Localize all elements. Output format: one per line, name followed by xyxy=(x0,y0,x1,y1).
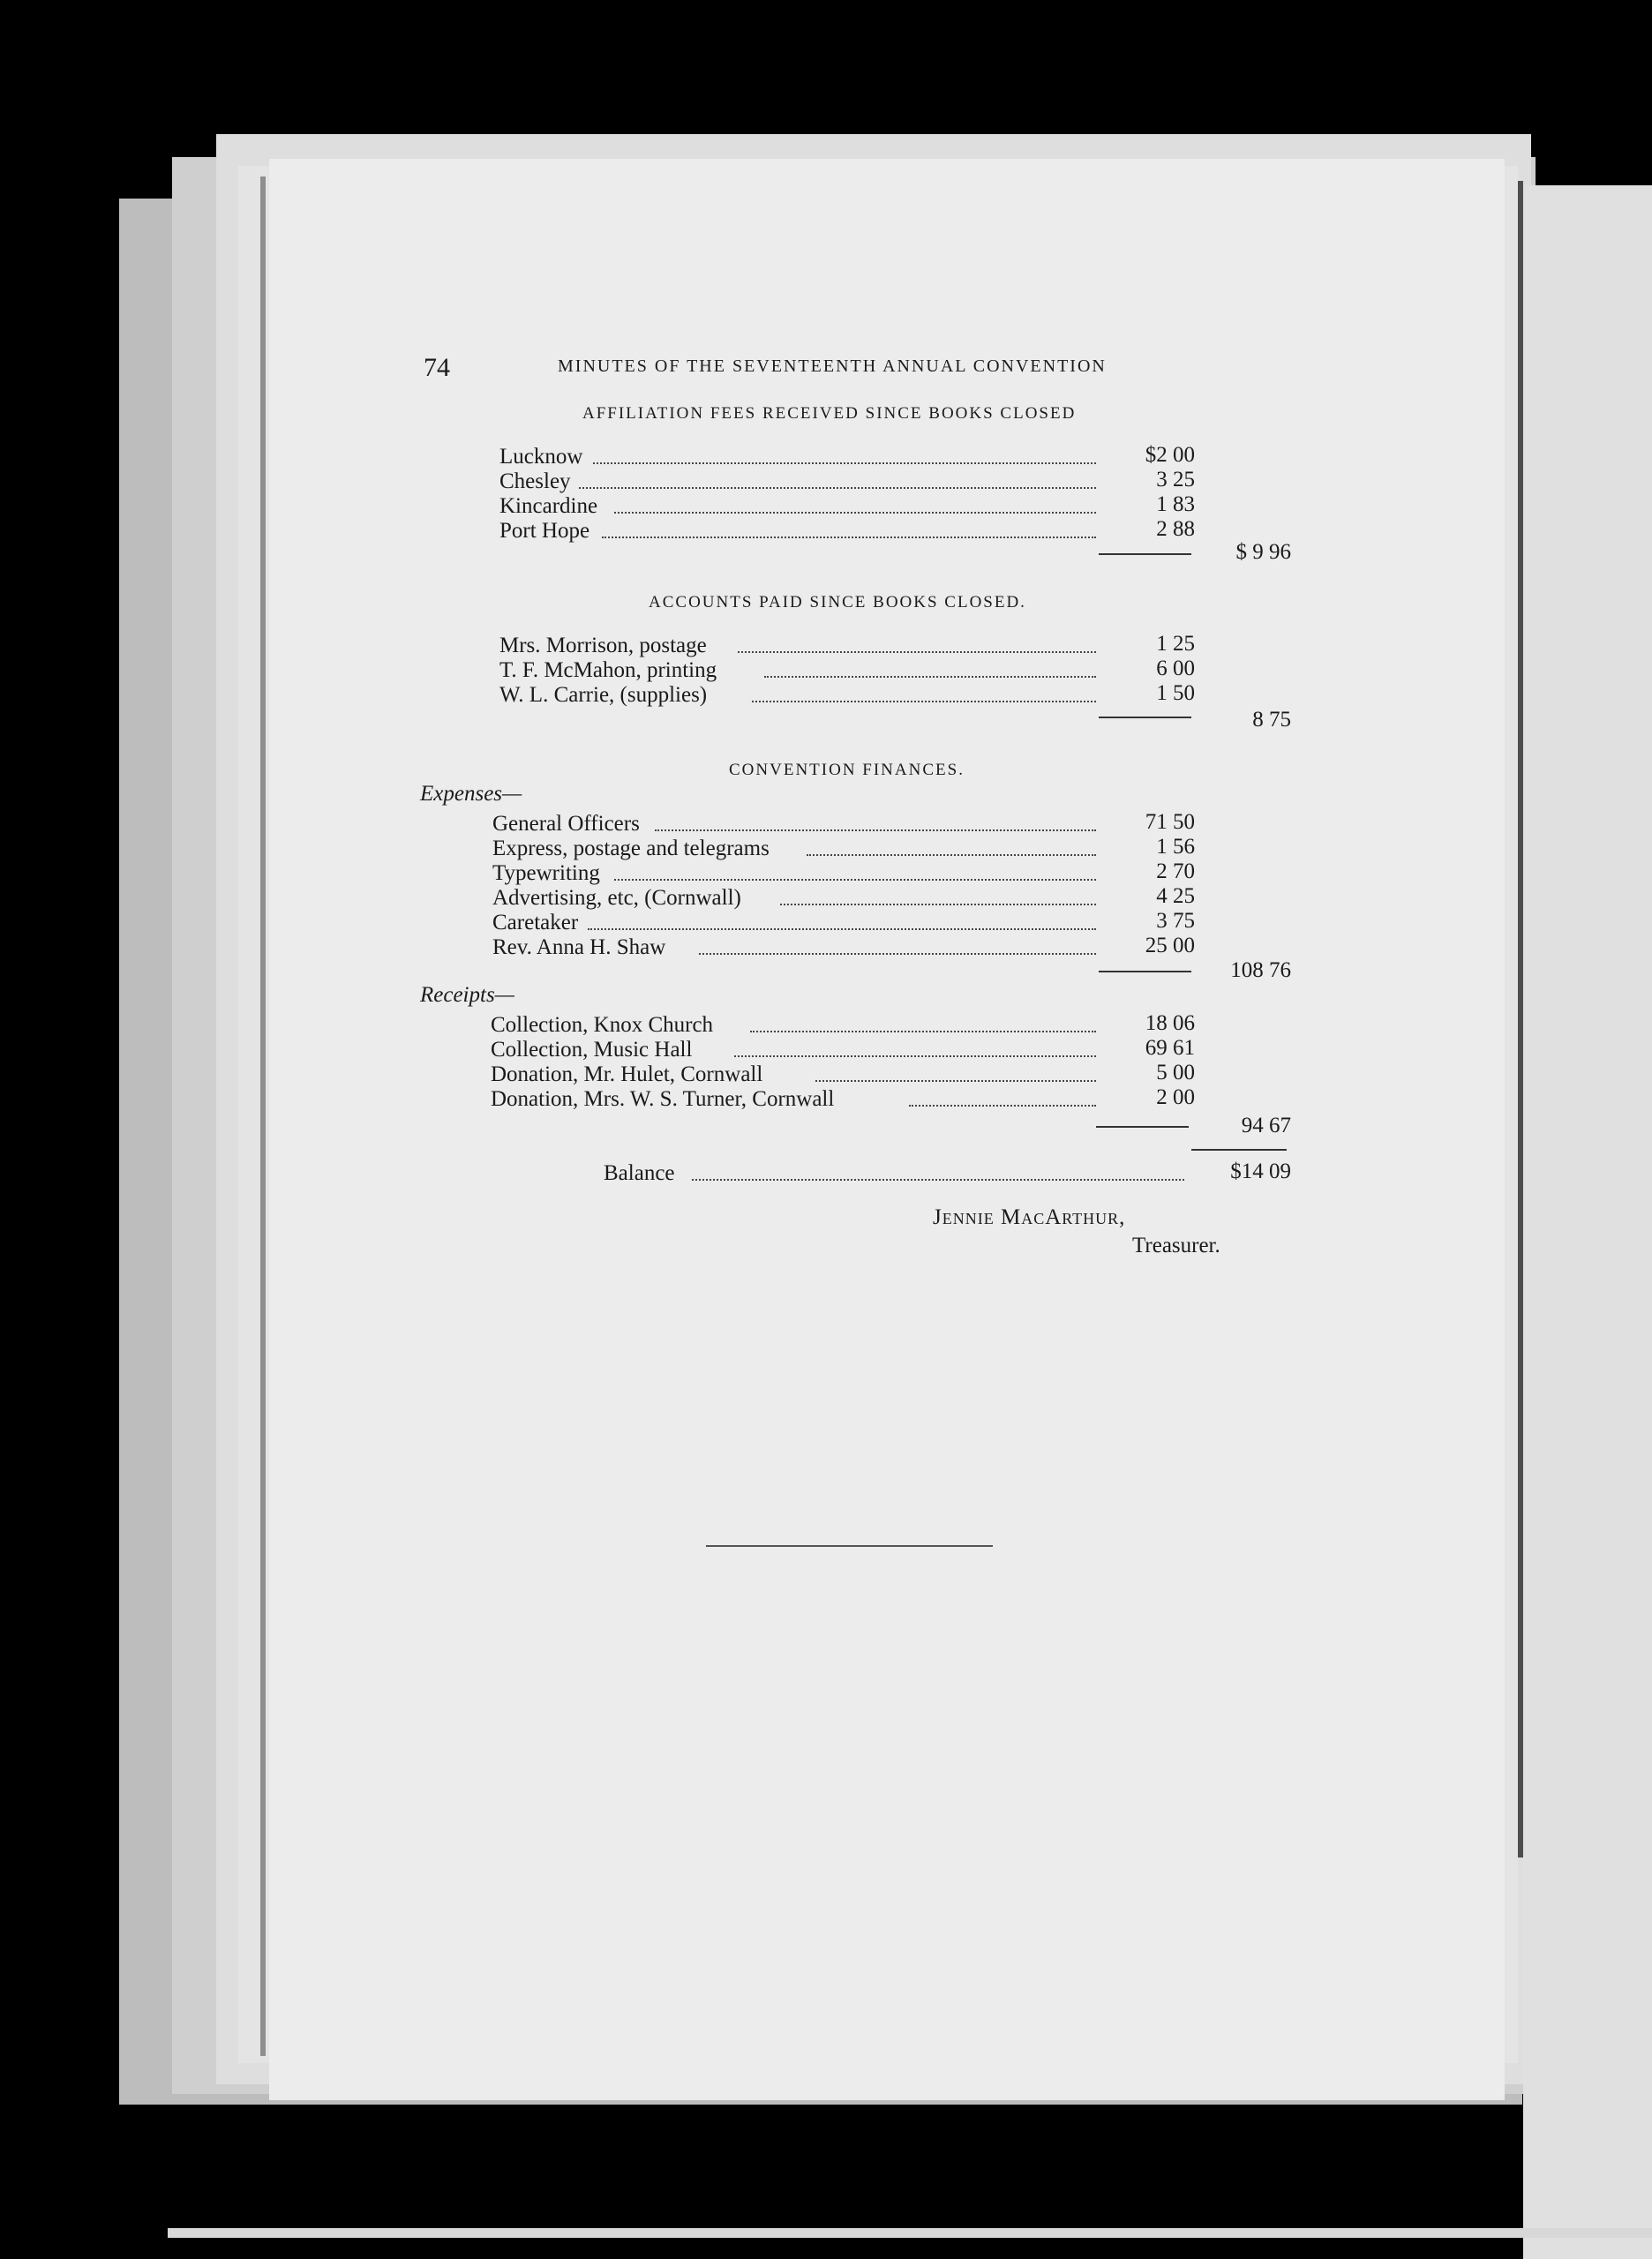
bottom-page-strip xyxy=(168,2228,1652,2238)
facing-page-edge xyxy=(1523,185,1652,2259)
list-item-amount: 1 56 xyxy=(1156,835,1195,859)
leader-dots xyxy=(614,879,1096,881)
subtotal-rule xyxy=(1099,717,1191,718)
list-item-label: Advertising, etc, (Cornwall) xyxy=(492,886,741,910)
affiliation-heading: AFFILIATION FEES RECEIVED SINCE BOOKS CLOSED xyxy=(582,404,1077,423)
list-item-amount: 5 00 xyxy=(1156,1061,1195,1084)
list-item-label: Typewriting xyxy=(492,861,600,885)
leader-dots xyxy=(655,829,1096,831)
list-item-label: Caretaker xyxy=(492,911,579,934)
treasurer-title: Treasurer. xyxy=(1132,1234,1220,1257)
leader-dots xyxy=(699,953,1096,955)
expenses-label: Expenses— xyxy=(420,782,522,806)
receipts-total: 94 67 xyxy=(1241,1114,1291,1137)
list-item-label: Mrs. Morrison, postage xyxy=(499,634,707,657)
list-item-amount: 2 00 xyxy=(1156,1085,1195,1109)
list-item-amount: 2 88 xyxy=(1156,517,1195,541)
leader-dots xyxy=(752,701,1096,702)
list-item-label: Collection, Knox Church xyxy=(491,1013,714,1037)
subtotal-rule xyxy=(1096,1126,1189,1128)
page-number: 74 xyxy=(424,353,450,382)
list-item-amount: 71 50 xyxy=(1145,810,1195,834)
list-item-label: General Officers xyxy=(492,812,640,836)
balance-amount: $14 09 xyxy=(1230,1160,1291,1183)
list-item-label: W. L. Carrie, (supplies) xyxy=(499,683,708,707)
list-item-amount: 1 25 xyxy=(1156,632,1195,656)
list-item-amount: 1 50 xyxy=(1156,681,1195,705)
leader-dots xyxy=(588,928,1096,930)
affiliation-total: $ 9 96 xyxy=(1235,540,1291,564)
list-item-label: Collection, Music Hall xyxy=(491,1038,693,1062)
leader-dots xyxy=(579,487,1096,489)
list-item-amount: 69 61 xyxy=(1145,1036,1195,1060)
leader-dots xyxy=(780,904,1096,905)
list-item-amount: 1 83 xyxy=(1156,492,1195,516)
leader-dots xyxy=(593,462,1096,464)
list-item-label: Donation, Mr. Hulet, Cornwall xyxy=(491,1062,763,1086)
leader-dots xyxy=(750,1031,1096,1032)
list-item-amount: 25 00 xyxy=(1145,934,1195,957)
leader-dots xyxy=(602,537,1096,538)
accounts-total: 8 75 xyxy=(1252,708,1291,732)
list-item-amount: 6 00 xyxy=(1156,657,1195,680)
list-item-label: Chesley xyxy=(499,469,571,493)
list-item-label: Lucknow xyxy=(499,445,583,469)
list-item-label: Express, postage and telegrams xyxy=(492,837,770,860)
list-item-label: T. F. McMahon, printing xyxy=(499,658,717,682)
leader-dots xyxy=(692,1179,1184,1181)
leader-dots xyxy=(614,512,1096,514)
list-item-amount: 2 70 xyxy=(1156,859,1195,883)
leader-dots xyxy=(909,1105,1096,1107)
list-item-amount: 4 25 xyxy=(1156,884,1195,908)
running-head: MINUTES OF THE SEVENTEENTH ANNUAL CONVENTION xyxy=(558,356,1107,376)
list-item-label: Donation, Mrs. W. S. Turner, Cornwall xyxy=(491,1087,835,1111)
accounts-heading: ACCOUNTS PAID SINCE BOOKS CLOSED. xyxy=(649,593,1026,612)
treasurer-name: Jennie MacArthur, xyxy=(933,1205,1126,1229)
list-item-label: Port Hope xyxy=(499,519,590,543)
list-item-amount: $2 00 xyxy=(1145,443,1195,467)
list-item-amount: 18 06 xyxy=(1145,1011,1195,1035)
balance-label: Balance xyxy=(604,1161,675,1185)
total-rule xyxy=(1191,1149,1287,1151)
list-item-amount: 3 25 xyxy=(1156,468,1195,492)
subtotal-rule xyxy=(1099,971,1191,972)
list-item-label: Rev. Anna H. Shaw xyxy=(492,935,666,959)
document-page xyxy=(269,159,1505,2100)
subtotal-rule xyxy=(1099,553,1191,555)
receipts-label: Receipts— xyxy=(420,983,514,1007)
page-left-edge xyxy=(260,176,266,2056)
leader-dots xyxy=(807,854,1096,856)
leader-dots xyxy=(815,1080,1096,1082)
leader-dots xyxy=(764,676,1096,678)
leader-dots xyxy=(734,1055,1096,1057)
expenses-total: 108 76 xyxy=(1230,958,1291,982)
closing-rule xyxy=(706,1545,993,1547)
convention-heading: CONVENTION FINANCES. xyxy=(729,761,965,779)
list-item-label: Kincardine xyxy=(499,494,598,518)
leader-dots xyxy=(738,651,1096,653)
list-item-amount: 3 75 xyxy=(1156,909,1195,933)
